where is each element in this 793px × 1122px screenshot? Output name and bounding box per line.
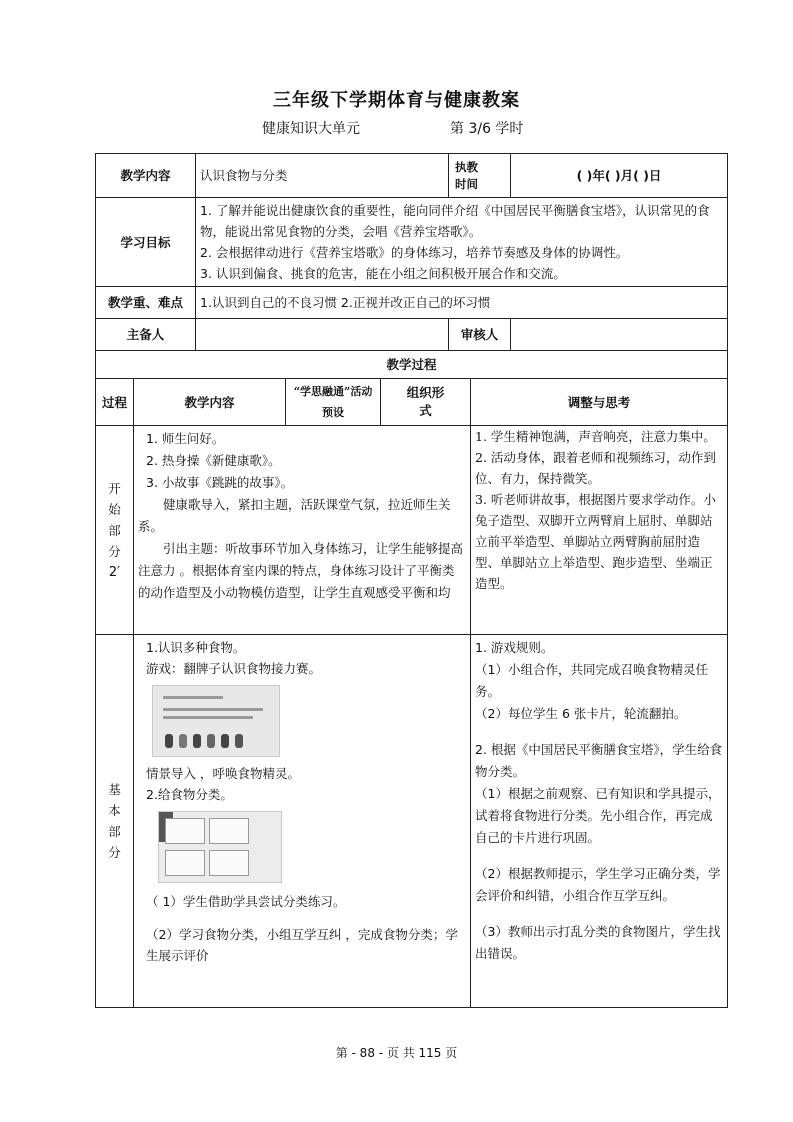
goal-item: 1. 了解并能说出健康饮食的重要性，能向同伴介绍《中国居民平衡膳食宝塔》，认识常见的食物，能说出常见食物的分类，会唱《营养宝塔歌》。 [200, 203, 710, 239]
preparer-label: 主备人 [96, 319, 196, 351]
content-line: 1. 师生问好。 [146, 431, 225, 446]
opening-adjust [471, 426, 728, 635]
adjust-line: 3. 听老师讲故事，根据图片要求学动作。小兔子造型、双脚开立两臂肩上屈肘、单脚站立前平举造型、单脚站立两臂胸前屈肘造型、单脚站立上举造型、跑步造型、坐端正造型。 [475, 492, 716, 591]
lesson-number: 第 3/6 学时 [450, 121, 524, 137]
adjust-line: 1. 学生精神饱满，声音响亮，注意力集中。 [475, 429, 716, 444]
col-activity: “学思融通”活动预设 [286, 379, 381, 426]
stage-basic: 基 本 部 分 [96, 635, 134, 1008]
content-label: 教学内容 [96, 154, 196, 198]
page-footer: 第 - 88 - 页 共 115 页 [335, 1046, 458, 1060]
document-title: 三年级下学期体育与健康教案 [273, 90, 520, 111]
goals-list [196, 198, 728, 287]
content-line: （2）学习食物分类，小组互学互纠 ，完成食物分类；学生展示评价 [146, 927, 458, 963]
lesson-plan-table [95, 153, 728, 1008]
stage-opening: 开 始 部 分 2′ [96, 426, 134, 635]
content-line: 游戏：翻牌子认识食物接力赛。 [146, 661, 322, 676]
process-heading: 教学过程 [96, 351, 728, 379]
col-organization: 组织形 式 [381, 379, 471, 426]
reviewer-label: 审核人 [449, 319, 511, 351]
content-line: 1.认识多种食物。 [146, 640, 246, 655]
adjust-line: 1. 游戏规则。 [475, 640, 554, 655]
content-line: 2. 热身操《新健康歌》。 [146, 453, 281, 468]
reviewer-value [511, 319, 728, 351]
content-line: 2.给食物分类。 [146, 787, 233, 802]
basic-adjust [471, 635, 728, 1008]
key-points-value: 1.认识到自己的不良习惯 2.正视并改正自己的坏习惯 [196, 287, 728, 319]
adjust-line: 2. 根据《中国居民平衡膳食宝塔》，学生给食物分类。 [475, 742, 723, 779]
adjust-line: （2）根据教师提示，学生学习正确分类，学会评价和纠错，小组合作互学互纠。 [475, 866, 721, 903]
goal-item: 2. 会根据律动进行《营养宝塔歌》的身体练习，培养节奏感及身体的协调性。 [200, 245, 629, 260]
col-adjust: 调整与思考 [471, 379, 728, 426]
goals-label: 学习目标 [96, 198, 196, 287]
content-line: 情景导入 ，呼唤食物精灵。 [146, 766, 300, 781]
content-line: 健康歌导入，紧扣主题，活跃课堂气氛，拉近师生关系。 [138, 497, 451, 534]
food-card-game-image [152, 685, 280, 757]
col-stage: 过程 [96, 379, 134, 426]
date-label: 执教 时间 [449, 154, 511, 198]
adjust-line: （1）小组合作，共同完成召唤食物精灵任务。 [475, 662, 708, 699]
content-value: 认识食物与分类 [196, 154, 449, 198]
adjust-line: （1）根据之前观察、已有知识和学具提示，试着将食物进行分类。先小组合作，再完成自己的卡片进行巩固。 [475, 786, 721, 845]
key-points-label: 教学重、难点 [96, 287, 196, 319]
date-value: ( )年( )月( )日 [511, 154, 728, 198]
unit-name: 健康知识大单元 [262, 121, 360, 137]
food-classification-image [158, 811, 282, 883]
col-content: 教学内容 [134, 379, 286, 426]
adjust-line: （2）每位学生 6 张卡片，轮流翻拍。 [475, 706, 687, 721]
content-line: 3. 小故事《跳跳的故事》。 [146, 475, 294, 490]
opening-content [134, 426, 471, 635]
content-line: 引出主题：听故事环节加入身体练习，让学生能够提高注意力 。根据体育室内课的特点，身体练习设计了平衡类的动作造型及小动物模仿造型，让学生直观感受平衡和均 [138, 541, 464, 600]
content-line: （ 1）学生借助学具尝试分类练习。 [146, 894, 346, 909]
goal-item: 3. 认识到偏食、挑食的危害，能在小组之间积极开展合作和交流。 [200, 266, 566, 281]
basic-content [134, 635, 471, 1008]
adjust-line: （3）教师出示打乱分类的食物图片，学生找出错误。 [475, 924, 721, 961]
adjust-line: 2. 活动身体，跟着老师和视频练习，动作到位、有力，保持微笑。 [475, 450, 716, 486]
preparer-value [196, 319, 449, 351]
